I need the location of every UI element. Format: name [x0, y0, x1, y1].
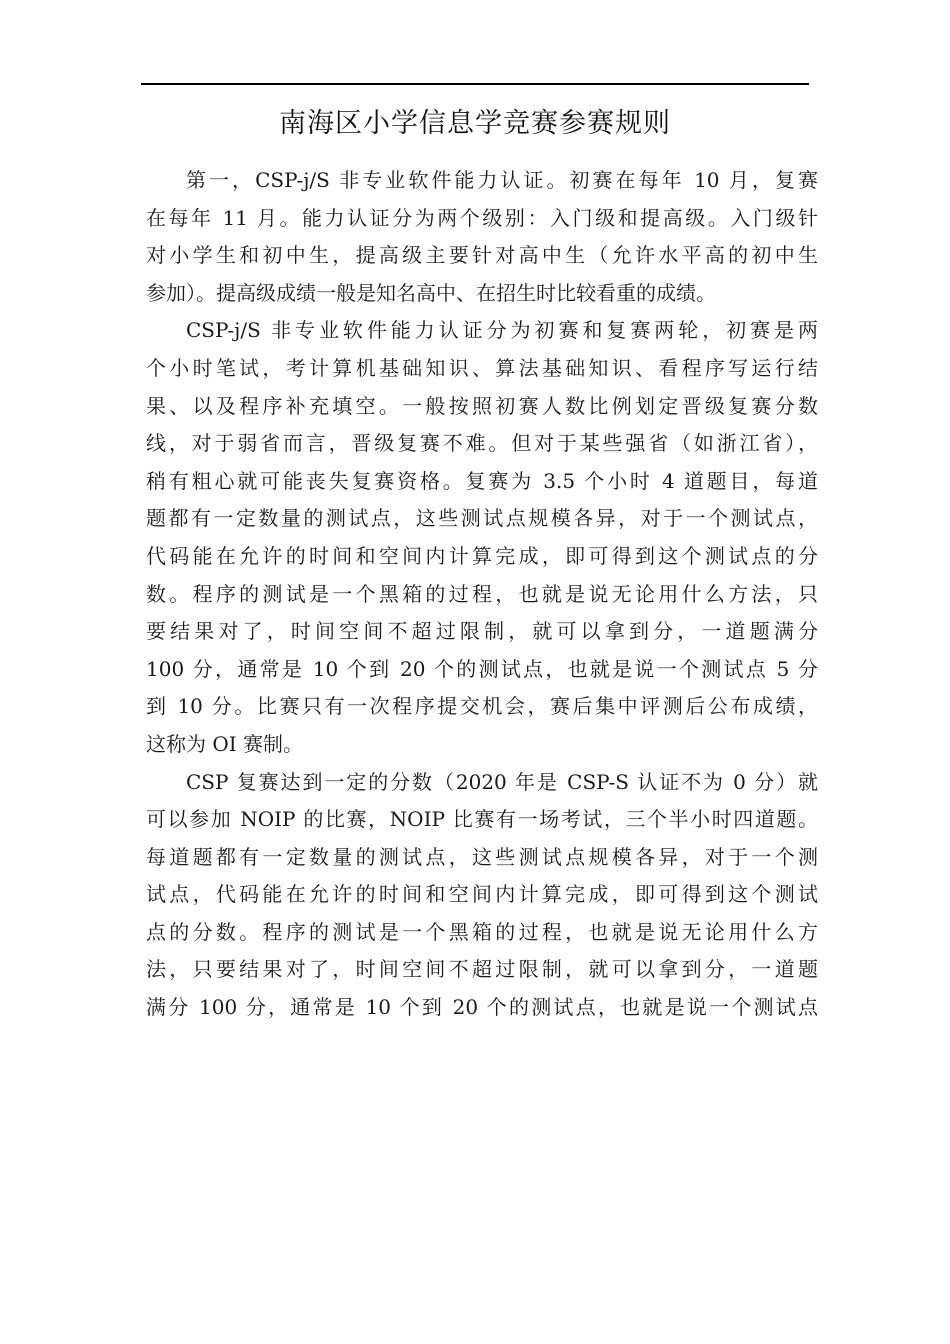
text-line: 试点，代码能在允许的时间和空间内计算完成，即可得到这个测试: [146, 882, 818, 907]
paragraph-3: [146, 764, 818, 1027]
text-line: 这称为 OI 赛制。: [146, 731, 304, 756]
text-line: 满分 100 分，通常是 10 个到 20 个的测试点，也就是说一个测试点: [146, 995, 818, 1020]
text-line: 代码能在允许的时间和空间内计算完成，即可得到这个测试点的分: [146, 543, 818, 568]
text-line: 法，只要结果对了，时间空间不超过限制，就可以拿到分，一道题: [146, 957, 818, 982]
text-line: 100 分，通常是 10 个到 20 个的测试点，也就是说一个测试点 5 分: [146, 656, 818, 681]
text-line: 在每年 11 月。能力认证分为两个级别：入门级和提高级。入门级针: [146, 205, 818, 230]
header-rule: [141, 83, 809, 85]
text-line: 可以参加 NOIP 的比赛，NOIP 比赛有一场考试，三个半小时四道题。: [146, 807, 818, 832]
text-line: 要结果对了，时间空间不超过限制，就可以拿到分，一道题满分: [146, 619, 818, 644]
text-line: 稍有粗心就可能丧失复赛资格。复赛为 3.5 个小时 4 道题目，每道: [146, 468, 818, 493]
paragraph-2: [146, 312, 818, 763]
text-line: 题都有一定数量的测试点，这些测试点规模各异，对于一个测试点，: [146, 506, 818, 531]
text-line: 线，对于弱省而言，晋级复赛不难。但对于某些强省（如浙江省），: [146, 431, 818, 456]
text-line: 对小学生和初中生，提高级主要针对高中生（允许水平高的初中生: [146, 243, 818, 268]
text-line: CSP-j/S 非专业软件能力认证分为初赛和复赛两轮，初赛是两: [186, 318, 818, 343]
text-line: 每道题都有一定数量的测试点，这些测试点规模各异，对于一个测: [146, 844, 818, 869]
text-line: 点的分数。程序的测试是一个黑箱的过程，也就是说无论用什么方: [146, 919, 818, 944]
paragraph-1: [146, 162, 818, 312]
text-line: 个小时笔试，考计算机基础知识、算法基础知识、看程序写运行结: [146, 355, 818, 380]
text-line: CSP 复赛达到一定的分数（2020 年是 CSP-S 认证不为 0 分）就: [186, 769, 818, 794]
document-body: [146, 162, 818, 1027]
text-line: 第一，CSP-j/S 非专业软件能力认证。初赛在每年 10 月，复赛: [186, 168, 818, 192]
text-line: 数。程序的测试是一个黑箱的过程，也就是说无论用什么方法，只: [146, 581, 818, 606]
text-line: 到 10 分。比赛只有一次程序提交机会，赛后集中评测后公布成绩，: [146, 694, 818, 719]
document-title: 南海区小学信息学竞赛参赛规则: [279, 108, 671, 139]
text-line: 果、以及程序补充填空。一般按照初赛人数比例划定晋级复赛分数: [146, 393, 818, 418]
text-line: 参加）。提高级成绩一般是知名高中、在招生时比较看重的成绩。: [146, 280, 716, 305]
